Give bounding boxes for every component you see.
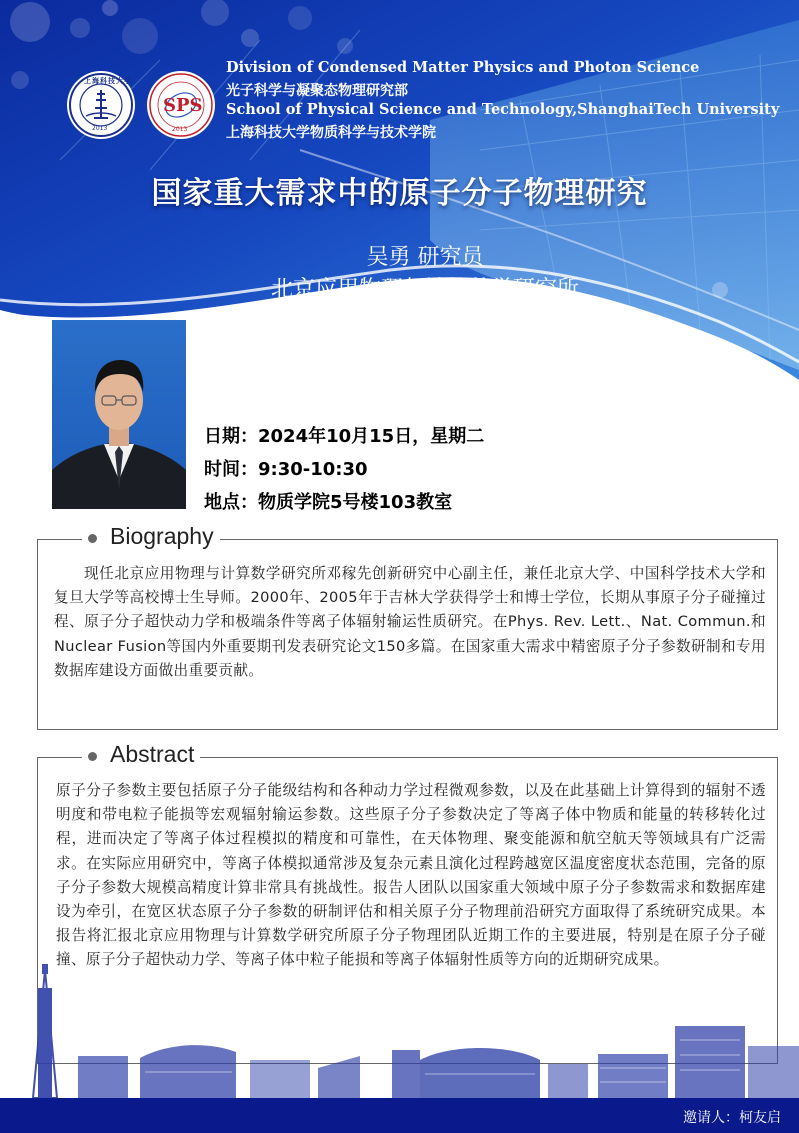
sps-logo (146, 70, 216, 140)
talk-location: 地点：物质学院5号楼103教室 (204, 492, 453, 513)
biography-heading-text: Biography (110, 523, 214, 549)
bullet-icon (88, 534, 97, 543)
talk-title: 国家重大需求中的原子分子物理研究 (151, 176, 648, 211)
talk-date: 日期：2024年10月15日，星期二 (204, 426, 485, 447)
speaker-photo (52, 320, 186, 509)
shanghaitech-logo (66, 70, 136, 140)
dept-name-cn: 光子科学与凝聚态物理研究部 (226, 83, 408, 99)
logo2-text: SPS (163, 95, 203, 116)
logo1-year: 2013 (92, 125, 108, 132)
biography-heading (82, 523, 220, 550)
school-name-cn: 上海科技大学物质科学与技术学院 (226, 125, 436, 141)
abstract-text: 原子分子参数主要包括原子分子能级结构和各种动力学过程微观参数，以及在此基础上计算得到的辐射不透明度和带电粒子能损等宏观辐射输运参数。这些原子分子参数决定了等离子体中物质和能量的转移转化过程，进而决定了等离子体过程模拟的精度和可靠性，在天体物理、聚变能源和航空航天等领域具有广泛需求。在实际应用研究中，等离子体模拟通常涉及复杂元素且演化过程跨越宽区温度密度状态范围，完备的原子分子参数大规模高精度计算非常具有挑战性。报告人团队以国家重大领域中原子分子参数需求和数据库建设为牵引，在宽区状态原子分子参数的研制评估和相关原子分子物理前沿研究方面取得了系统研究成果。本报告将汇报北京应用物理与计算数学研究所原子分子物理团队近期工作的主要进展，特别是在原子分子碰撞、原子分子超快动力学、等离子体中粒子能损和等离子体辐射性质等方向的近期研究成果。 (56, 782, 766, 969)
speaker-name: 吴勇 研究员 (366, 245, 484, 270)
dept-name-en: Division of Condensed Matter Physics and Photon Science (226, 59, 700, 76)
talk-time: 时间：9:30-10:30 (204, 459, 368, 480)
abstract-heading-text: Abstract (110, 741, 195, 767)
campus-skyline-illustration (0, 960, 799, 1100)
footer-bar (0, 1098, 799, 1133)
school-name-en: School of Physical Science and Technology,ShanghaiTech University (226, 101, 780, 118)
speaker-affiliation: 北京应用物理与计算数学研究所 (270, 277, 579, 302)
inviter-text: 邀请人：柯友启 (683, 1110, 781, 1126)
logo1-text: 上海科技大学 (84, 77, 132, 85)
logo2-year: 2013 (172, 126, 188, 133)
biography-text: 现任北京应用物理与计算数学研究所邓稼先创新研究中心副主任，兼任北京大学、中国科学技术大学和复旦大学等高校博士生导师。2000年、2005年于吉林大学获得学士和博士学位，长期从事原子分子碰撞过程、原子分子超快动力学和极端条件等离子体辐射输运性质研究。在Phys. Rev. Lett.、Nat. Commun.和Nuclear Fusion等国内外重要期刊发表研究论文150多篇。在国家重大需求中精密原子分子参数研制和专用数据库建设方面做出重要贡献。 (54, 565, 766, 679)
abstract-heading (82, 741, 200, 768)
bullet-icon (88, 752, 97, 761)
